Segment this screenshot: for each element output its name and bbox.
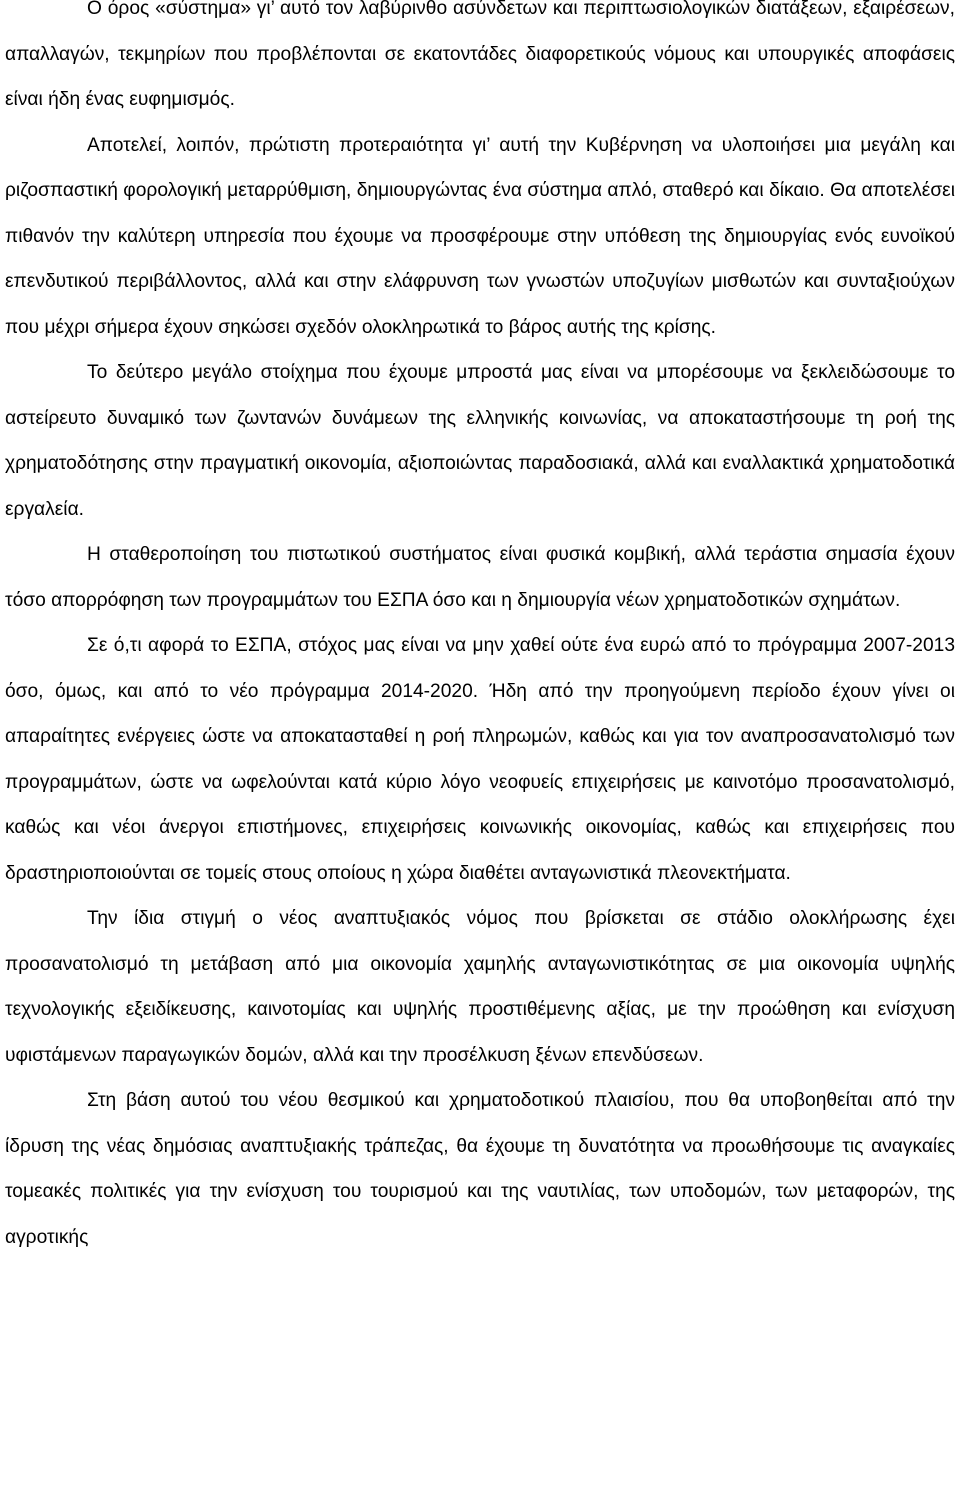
paragraph-4: Η σταθεροποίηση του πιστωτικού συστήματος είναι φυσικά κομβική, αλλά τεράστια σημασία έχουν τόσο απορρόφηση των προγραμμάτων του ΕΣΠΑ όσο και η δημιουργία νέων χρηματοδοτικών σχημάτων. (5, 544, 955, 611)
document-page (5, 0, 955, 1260)
paragraph-1: Ο όρος «σύστημα» γι’ αυτό τον λαβύρινθο ασύνδετων και περιπτωσιολογικών διατάξεων, εξαιρέσεων, απαλλαγών, τεκμηρίων που προβλέπονται σε εκατοντάδες διαφορετικούς νόμους και υπουργικές αποφάσεις είναι ήδη ένας ευφημισμός. (5, 0, 955, 110)
paragraph-3: Το δεύτερο μεγάλο στοίχημα που έχουμε μπροστά μας είναι να μπορέσουμε να ξεκλειδώσουμε το αστείρευτο δυναμικό των ζωντανών δυνάμεων της ελληνικής κοινωνίας, να αποκαταστήσουμε τη ροή της χρηματοδότησης στην πραγματική οικονομία, αξιοποιώντας παραδοσιακά, αλλά και εναλλακτικά χρηματοδοτικά εργαλεία. (5, 362, 955, 520)
paragraph-7: Στη βάση αυτού του νέου θεσμικού και χρηματοδοτικού πλαισίου, που θα υποβοηθείται από την ίδρυση της νέας δημόσιας αναπτυξιακής τράπεζας, θα έχουμε τη δυνατότητα να προωθήσουμε τις αναγκαίες τομεακές πολιτικές για την ενίσχυση του τουρισμού και της ναυτιλίας, των υποδομών, των μεταφορών, της αγροτικής (5, 1090, 955, 1248)
paragraph-2: Αποτελεί, λοιπόν, πρώτιστη προτεραιότητα γι’ αυτή την Κυβέρνηση να υλοποιήσει μια μεγάλη και ριζοσπαστική φορολογική μεταρρύθμιση, δημιουργώντας ένα σύστημα απλό, σταθερό και δίκαιο. Θα αποτελέσει πιθανόν την καλύτερη υπηρεσία που έχουμε να προσφέρουμε στην υπόθεση της δημιουργίας ενός ευνοϊκού επενδυτικού περιβάλλοντος, αλλά και στην ελάφρυνση των γνωστών υποζυγίων μισθωτών και συνταξιούχων που μέχρι σήμερα έχουν σηκώσει σχεδόν ολοκληρωτικά το βάρος αυτής της κρίσης. (5, 134, 955, 338)
paragraph-5: Σε ό,τι αφορά το ΕΣΠΑ, στόχος μας είναι να μην χαθεί ούτε ένα ευρώ από το πρόγραμμα 2007-2013 όσο, όμως, και από το νέο πρόγραμμα 2014-2020. Ήδη από την προηγούμενη περίοδο έχουν γίνει οι απαραίτητες ενέργειες ώστε να αποκατασταθεί η ροή πληρωμών, καθώς και για τον αναπροσανατολισμό των προγραμμάτων, ώστε να ωφελούνται κατά κύριο λόγο νεοφυείς επιχειρήσεις με καινοτόμο προσανατολισμό, καθώς και νέοι άνεργοι επιστήμονες, επιχειρήσεις κοινωνικής οικονομίας, καθώς και επιχειρήσεις που δραστηριοποιούνται σε τομείς στους οποίους η χώρα διαθέτει ανταγωνιστικά πλεονεκτήματα. (5, 635, 955, 884)
paragraph-6: Την ίδια στιγμή ο νέος αναπτυξιακός νόμος που βρίσκεται σε στάδιο ολοκλήρωσης έχει προσανατολισμό τη μετάβαση από μια οικονομία χαμηλής ανταγωνιστικότητας σε μια οικονομία υψηλής τεχνολογικής εξειδίκευσης, καινοτομίας και υψηλής προστιθέμενης αξίας, με την προώθηση και ενίσχυση υφιστάμενων παραγωγικών δομών, αλλά και την προσέλκυση ξένων επενδύσεων. (5, 908, 955, 1066)
